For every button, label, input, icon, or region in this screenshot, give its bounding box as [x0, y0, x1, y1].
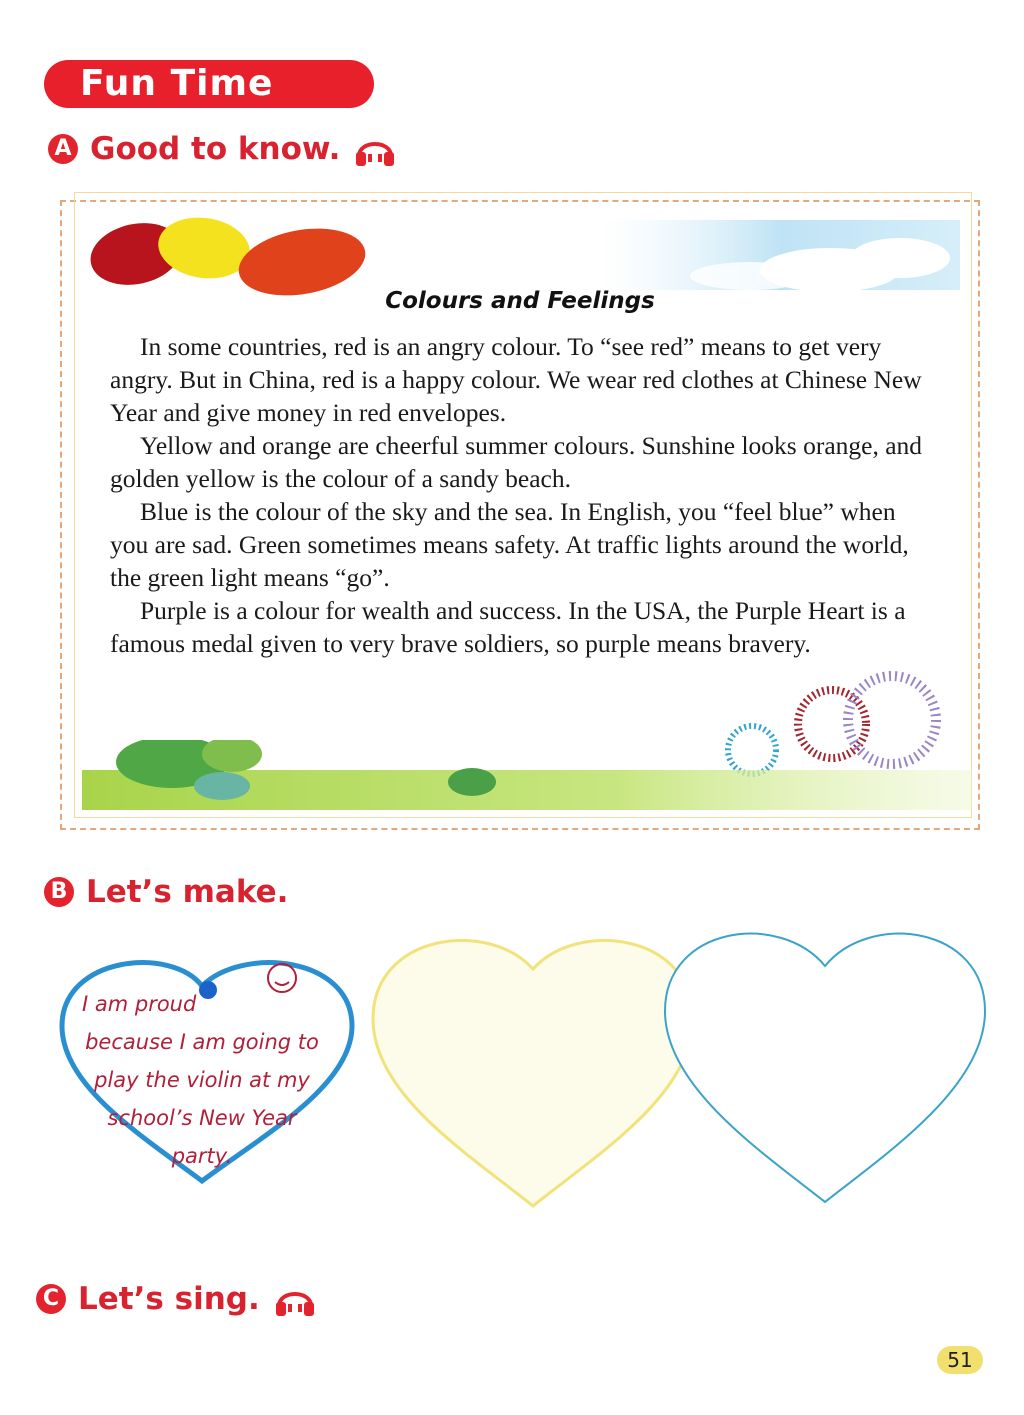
section-c-title: Let’s sing. — [78, 1281, 260, 1317]
story-paragraph: Yellow and orange are cheerful summer colours. Sunshine looks orange, and golden yellow is the colour of a sandy beach. — [110, 431, 923, 493]
section-a-heading — [48, 130, 396, 168]
section-a-title: Good to know. — [90, 131, 341, 167]
section-b-title: Let’s make. — [86, 874, 289, 910]
blank-heart-yellow[interactable] — [368, 924, 698, 1214]
note-line: because I am going to — [85, 1030, 319, 1054]
note-line: party. — [171, 1144, 233, 1168]
grass-decoration — [82, 740, 972, 820]
fun-time-banner: Fun Time — [44, 60, 374, 108]
section-c-letter: C — [36, 1284, 66, 1314]
section-b-letter: B — [44, 877, 74, 907]
note-line: I am proud — [82, 992, 197, 1016]
note-line: play the violin at my — [94, 1068, 310, 1092]
heart-note-text — [62, 985, 342, 1175]
story-paragraph: Blue is the colour of the sky and the sea. In English, you “feel blue” when you are sad. Green sometimes means safety. At traffic lights around the world, the green light means “go”. — [110, 497, 909, 592]
page-number: 51 — [937, 1346, 983, 1374]
blank-heart-blue[interactable] — [660, 916, 990, 1208]
story-paragraph: In some countries, red is an angry colour. To “see red” means to get very angry. But in China, red is a happy colour. We wear red clothes at Chinese New Year and give money in red envelopes. — [110, 332, 922, 427]
headphones-icon[interactable] — [274, 1280, 316, 1318]
headphones-icon[interactable] — [354, 130, 396, 168]
section-a-letter: A — [48, 134, 78, 164]
note-line: school’s New Year — [107, 1106, 297, 1130]
story-paragraph: Purple is a colour for wealth and success. In the USA, the Purple Heart is a famous medal given to very brave soldiers, so purple means bravery. — [110, 596, 906, 658]
story-title: Colours and Feelings — [385, 288, 655, 314]
section-b-heading — [44, 874, 288, 910]
clouds-decoration — [600, 210, 960, 300]
section-c-heading — [36, 1280, 316, 1318]
story-text — [110, 330, 940, 660]
